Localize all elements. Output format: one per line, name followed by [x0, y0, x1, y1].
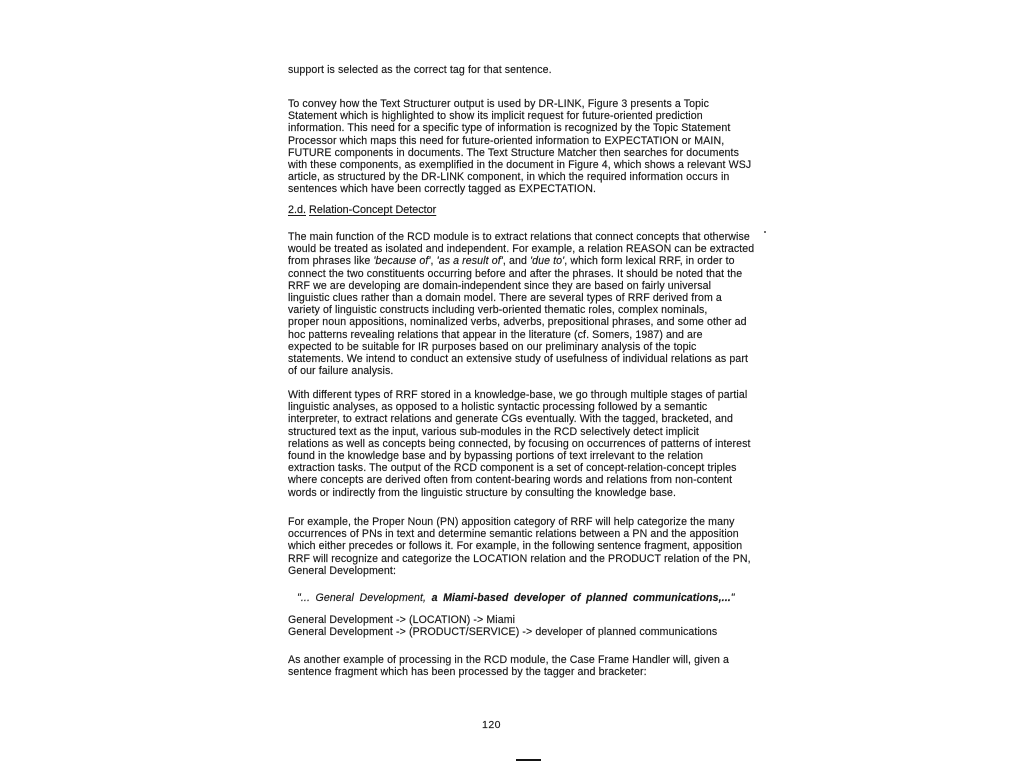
- text-line: linguistic clues rather than a domain model. There are several types of RRF derived from a: [288, 292, 722, 305]
- paragraph-rrf-knowledge-base: [288, 389, 758, 499]
- text-segment-italic: 'as a result of': [436, 255, 503, 268]
- text-line: proper noun appositions, nominalized verbs, adverbs, prepositional phrases, and some other ad: [288, 316, 747, 329]
- text-line: The main function of the RCD module is to extract relations that connect concepts that otherwise: [288, 231, 750, 243]
- text-line: article, as structured by the DR-LINK component, in which the required information occurs in: [288, 171, 730, 184]
- text-line: General Development:: [288, 564, 396, 577]
- text-line: statements. We intend to conduct an extensive study of usefulness of individual relations as part: [288, 353, 748, 366]
- text-segment-italic: 'due to': [529, 255, 565, 268]
- text-line: connect the two constituents occurring before and after the phrases. It should be noted that the: [288, 267, 743, 280]
- text-line: occurrences of PNs in text and determine semantic relations between a PN and the apposition: [288, 528, 739, 541]
- text-line: words or indirectly from the linguistic structure by consulting the knowledge base.: [288, 486, 677, 499]
- text-line: RRF will recognize and categorize the LOCATION relation and the PRODUCT relation of the PN,: [288, 552, 751, 565]
- text-line: would be treated as isolated and independent. For example, a relation REASON can be extracted: [288, 243, 755, 256]
- text-line: For example, the Proper Noun (PN) apposition category of RRF will help categorize the many: [288, 516, 735, 528]
- text-line: Processor which maps this need for future-oriented information to EXPECTATION or MAIN,: [288, 134, 725, 147]
- text-line: interpreter, to extract relations and generate CGs eventually. With the tagged, bracketed, and: [288, 413, 733, 426]
- text-line: As another example of processing in the RCD module, the Case Frame Handler will, given a: [288, 654, 729, 666]
- text-line: with these components, as exemplified in the document in Figure 4, which shows a relevant WSJ: [288, 159, 752, 172]
- text-line: sentence fragment which has been processed by the tagger and bracketer:: [288, 666, 647, 679]
- text-line: structured text as the input, various sub-modules in the RCD selectively detect implicit: [288, 425, 699, 438]
- text-line: FUTURE components in documents. The Text Structure Matcher then searches for documents: [288, 146, 739, 159]
- section-heading: [288, 204, 758, 216]
- text-line: linguistic analyses, as opposed to a holistic syntactic processing followed by a semantic: [288, 401, 708, 414]
- text-line: support is selected as the correct tag for that sentence.: [288, 64, 552, 76]
- text-line: relations as well as concepts being connected, by focusing on occurrences of patterns of interest: [288, 437, 751, 450]
- text-line: RRF we are developing are domain-independent since they are based on fairly universal: [288, 279, 712, 292]
- quote-open: "...: [297, 592, 310, 604]
- text-line: which either precedes or follows it. For example, in the following sentence fragment, apposition: [288, 540, 743, 553]
- paragraph-support: [288, 64, 758, 76]
- scan-footer-mark: [516, 759, 541, 761]
- text-line: extraction tasks. The output of the RCD component is a set of concept-relation-concept triples: [288, 462, 737, 475]
- relation-triple-product: General Development -> (PRODUCT/SERVICE) -> developer of planned communications: [288, 626, 718, 639]
- text-line: Statement which is highlighted to show its implicit request for future-oriented prediction: [288, 110, 703, 123]
- quote-apposition: a Miami-based developer of planned communications,...: [431, 592, 731, 604]
- paragraph-text-structurer: [288, 98, 758, 196]
- text-segment: , which form lexical RRF, in order to: [564, 255, 735, 268]
- text-line: To convey how the Text Structurer output is used by DR-LINK, Figure 3 presents a Topic: [288, 98, 709, 110]
- text-line: sentences which have been correctly tagged as EXPECTATION.: [288, 183, 597, 196]
- text-line: hoc patterns revealing relations that appear in the literature (cf. Somers, 1987) and are: [288, 328, 703, 341]
- text-segment: ,: [430, 255, 437, 268]
- page-number: 120: [482, 719, 502, 731]
- section-title: Relation-Concept Detector: [309, 204, 437, 216]
- scan-speck: [764, 231, 766, 233]
- relation-triple-location: General Development -> (LOCATION) -> Miami: [288, 614, 516, 626]
- text-segment: , and: [502, 255, 530, 268]
- paragraph-rcd-function: [288, 231, 758, 377]
- text-line: information. This need for a specific type of information is recognized by the Topic Statement: [288, 122, 731, 135]
- example-quote: [288, 592, 758, 604]
- text-line: found in the knowledge base and by bypassing portions of text irrelevant to the relation: [288, 450, 704, 463]
- paragraph-case-frame: [288, 654, 758, 678]
- relation-triples: [288, 614, 758, 638]
- text-line: expected to be suitable for IR purposes based on our preliminary analysis of the topic: [288, 340, 697, 353]
- text-segment: from phrases like: [288, 255, 374, 268]
- quote-proper-noun: General Development,: [315, 592, 427, 604]
- text-line: variety of linguistic constructs including verb-oriented thematic roles, complex nominals,: [288, 304, 708, 317]
- text-segment-italic: 'because of': [373, 255, 431, 268]
- quoted-sentence-fragment: [288, 592, 758, 604]
- text-line: [288, 255, 758, 267]
- text-line: of our failure analysis.: [288, 365, 394, 378]
- paragraph-proper-noun: [288, 516, 758, 577]
- text-line: where concepts are derived often from content-bearing words and relations from non-content: [288, 474, 733, 487]
- section-number: 2.d.: [288, 204, 307, 216]
- text-line: With different types of RRF stored in a knowledge-base, we go through multiple stages of partial: [288, 389, 748, 401]
- quote-close: ": [730, 592, 735, 604]
